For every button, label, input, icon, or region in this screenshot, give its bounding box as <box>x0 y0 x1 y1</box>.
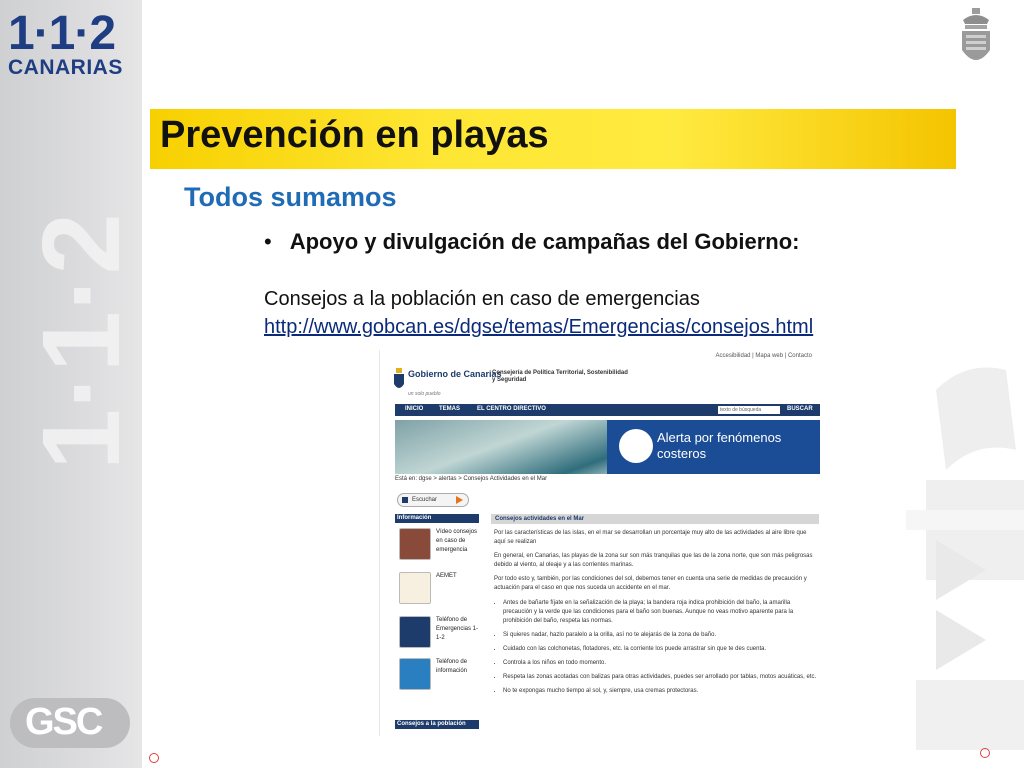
tips-list <box>491 599 819 696</box>
alert-banner[interactable] <box>395 420 820 474</box>
consejos-link[interactable]: http://www.gobcan.es/dgse/temas/Emergencias/consejos.html <box>264 316 814 338</box>
info-sidebar <box>395 514 479 736</box>
gobierno-title: Gobierno de Canarias <box>408 369 502 379</box>
bullet-marker: • <box>264 229 272 254</box>
slide-subtitle: Todos sumamos <box>184 182 397 212</box>
info-phone-icon <box>399 658 431 690</box>
112-canarias-logo <box>8 7 130 80</box>
logo-number: 1·1·2 <box>8 7 116 60</box>
sidebar-watermark: 1·1·2 <box>20 213 143 470</box>
search-input[interactable]: texto de búsqueda <box>718 406 780 414</box>
info-item-video[interactable] <box>399 528 479 568</box>
paragraph: Por las características de las islas, en el mar se desarrollan un porcentaje muy alto de las actividades al aire libre que aquí se realizan <box>494 530 807 545</box>
embedded-webpage-screenshot <box>379 350 820 736</box>
nav-directive[interactable]: EL CENTRO DIRECTIVO <box>477 406 546 412</box>
info-item-label: Teléfono de información <box>436 659 468 674</box>
search-button[interactable]: BUSCAR <box>787 406 813 412</box>
alert-banner-panel <box>607 420 820 474</box>
gsc-logo-text: GSC <box>25 701 102 743</box>
small-circle-marker <box>149 753 159 763</box>
logo-region: CANARIAS <box>8 56 123 79</box>
speaker-icon <box>402 497 408 503</box>
list-item: • Controla a los niños en todo momento. <box>503 659 819 668</box>
slide-title: Prevención en playas <box>160 114 549 156</box>
department-name: Consejería de Política Territorial, Sostenibilidad y Seguridad <box>492 370 628 383</box>
play-icon <box>456 496 463 504</box>
nav-topics[interactable]: TEMAS <box>439 406 460 412</box>
list-item: • Antes de bañarte fíjate en la señalización de la playa; la bandera roja indica prohibición del baño, la amarilla precaución y la verde que las condiciones para el baño son buenas. Aunque no veas motivo aparente para la prohibición del baño, respeta las normas. <box>503 599 819 626</box>
nav-home[interactable]: INICIO <box>405 406 424 412</box>
bullet-text: Apoyo y divulgación de campañas del Gobierno: <box>289 229 800 254</box>
listen-label: Escuchar <box>412 497 438 503</box>
emergency-phone-icon <box>399 616 431 648</box>
wave-icon <box>619 429 653 463</box>
breadcrumb[interactable]: Está en: dgse > alertas > Consejos Actividades en el Mar <box>395 476 548 482</box>
listen-button[interactable] <box>397 493 469 507</box>
list-item: • No te expongas mucho tiempo al sol, y, siempre, usa cremas protectoras. <box>503 687 819 696</box>
paragraph: Por todo esto y, también, por las condiciones del sol, debemos tener en cuenta una serie de medidas de precaución y actuación para el caso en que nos suceda un accidente en el mar. <box>494 576 807 591</box>
top-links[interactable]: Accesibilidad | Mapa web | Contacto <box>715 353 812 359</box>
gobierno-tagline: un solo pueblo <box>408 391 441 397</box>
body-text: Consejos a la población en caso de emergencias <box>264 288 700 310</box>
video-icon <box>399 528 431 560</box>
nav-bar <box>395 404 820 416</box>
small-circle-marker <box>980 748 990 758</box>
info-item-012[interactable] <box>399 658 479 698</box>
info-header: Información <box>395 514 479 523</box>
population-header[interactable]: Consejos a la población <box>395 720 479 729</box>
alert-banner-text: Alerta por fenómenos costeros <box>657 430 782 461</box>
paragraph: En general, en Canarias, las playas de la zona sur son más tranquilas que las de la zona norte, que son más peligrosas debido al viento, al oleaje y a las corrientes marinas. <box>494 553 813 568</box>
aemet-icon <box>399 572 431 604</box>
right-watermark-graphic <box>906 330 1024 760</box>
list-item: • Si quieres nadar, hazlo paralelo a la orilla, así no te alejarás de la zona de baño. <box>503 631 819 640</box>
list-item: • Respeta las zonas acotadas con balizas para otras actividades, puedes ser arrollado por tablas, motos acuáticas, etc. <box>503 673 819 682</box>
canarias-crest-icon <box>957 8 995 70</box>
main-content <box>491 514 819 701</box>
gsc-logo <box>10 698 130 750</box>
left-decorative-sidebar <box>0 0 142 768</box>
gobierno-crest-icon <box>392 366 406 392</box>
info-item-label: Teléfono de Emergencias 1-1-2 <box>436 617 479 641</box>
list-item: • Cuidado con las colchonetas, flotadores, etc. la corriente los puede arrastrar sin que te des cuenta. <box>503 645 819 654</box>
info-item-label: Vídeo consejos en caso de emergencia <box>436 529 478 553</box>
info-item-112[interactable] <box>399 616 479 656</box>
bullet-item <box>264 229 799 255</box>
info-item-aemet[interactable] <box>399 572 479 612</box>
info-item-label: AEMET <box>436 573 457 579</box>
content-header: Consejos actividades en el Mar <box>491 514 819 524</box>
